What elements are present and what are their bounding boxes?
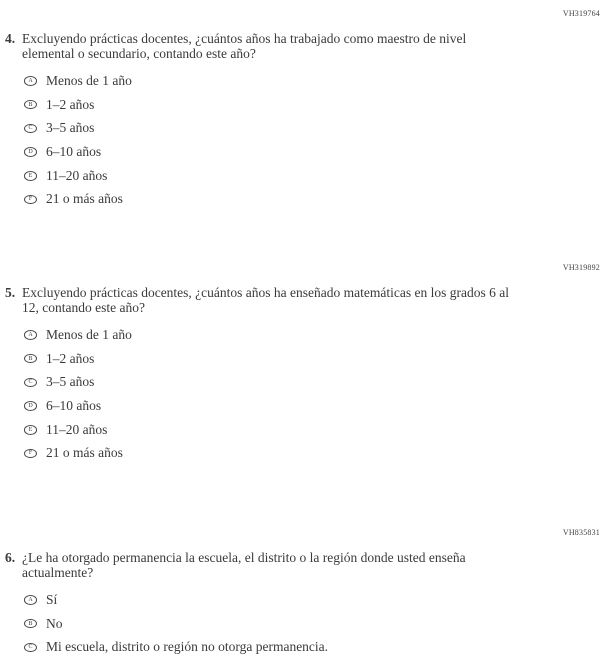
question-number: 4.	[5, 31, 16, 46]
bubble-letter: F	[28, 450, 33, 457]
item-code: VH835831	[562, 528, 600, 537]
question-block	[0, 263, 604, 465]
answer-option[interactable]	[0, 140, 604, 164]
bubble-letter: C	[28, 379, 33, 386]
answer-options	[0, 323, 604, 465]
answer-bubble-icon[interactable]	[24, 619, 37, 629]
answer-bubble-icon[interactable]	[24, 595, 37, 605]
answer-option-label: 6–10 años	[46, 144, 102, 160]
answer-option-label: 1–2 años	[46, 350, 95, 366]
bubble-letter: C	[28, 125, 33, 132]
bubble-letter: A	[28, 77, 33, 84]
answer-option-label: 21 o más años	[46, 191, 123, 207]
answer-option-label: 21 o más años	[46, 445, 123, 461]
answer-option-label: 11–20 años	[46, 167, 108, 183]
answer-option[interactable]	[0, 612, 604, 636]
answer-options	[0, 588, 604, 659]
answer-option-label: 3–5 años	[46, 120, 95, 136]
bubble-letter: B	[28, 355, 33, 362]
answer-option[interactable]	[0, 117, 604, 141]
answer-option-label: 6–10 años	[46, 398, 102, 414]
bubble-letter: A	[28, 331, 33, 338]
bubble-letter: D	[28, 148, 33, 155]
bubble-letter: F	[28, 196, 33, 203]
answer-option[interactable]	[0, 394, 604, 418]
item-code: VH319764	[562, 9, 600, 18]
bubble-letter: A	[28, 596, 33, 603]
answer-option[interactable]	[0, 418, 604, 442]
answer-option[interactable]	[0, 188, 604, 212]
answer-bubble-icon[interactable]	[24, 401, 37, 411]
answer-option-label: Menos de 1 año	[46, 327, 132, 343]
answer-option-label: 11–20 años	[46, 421, 108, 437]
bubble-letter: C	[28, 644, 33, 651]
question-number: 6.	[5, 550, 16, 565]
answer-bubble-icon[interactable]	[24, 124, 37, 134]
answer-option-label: Sí	[46, 592, 58, 608]
question-block	[0, 9, 604, 211]
answer-option[interactable]	[0, 588, 604, 612]
answer-bubble-icon[interactable]	[24, 76, 37, 86]
answer-option-label: Mi escuela, distrito o región no otorga permanencia.	[46, 639, 329, 655]
answer-bubble-icon[interactable]	[24, 100, 37, 110]
answer-option[interactable]	[0, 371, 604, 395]
answer-bubble-icon[interactable]	[24, 195, 37, 205]
item-code: VH319892	[562, 263, 600, 272]
answer-bubble-icon[interactable]	[24, 449, 37, 459]
answer-bubble-icon[interactable]	[24, 425, 37, 435]
answer-option[interactable]	[0, 636, 604, 660]
answer-options	[0, 69, 604, 211]
question-text: Excluyendo prácticas docentes, ¿cuántos años ha trabajado como maestro de nivel elemental o secundario, contando este año?	[22, 31, 467, 61]
answer-option[interactable]	[0, 323, 604, 347]
answer-option[interactable]	[0, 347, 604, 371]
answer-bubble-icon[interactable]	[24, 171, 37, 181]
answer-option[interactable]	[0, 93, 604, 117]
answer-bubble-icon[interactable]	[24, 147, 37, 157]
answer-option-label: 3–5 años	[46, 374, 95, 390]
answer-bubble-icon[interactable]	[24, 378, 37, 388]
answer-bubble-icon[interactable]	[24, 643, 37, 653]
question-text: Excluyendo prácticas docentes, ¿cuántos años ha enseñado matemáticas en los grados 6 al 12, contando este año?	[22, 285, 509, 315]
answer-option[interactable]	[0, 164, 604, 188]
question-number: 5.	[5, 285, 16, 300]
bubble-letter: E	[28, 172, 33, 179]
answer-option[interactable]	[0, 69, 604, 93]
answer-option-label: 1–2 años	[46, 96, 95, 112]
bubble-letter: B	[28, 620, 33, 627]
answer-bubble-icon[interactable]	[24, 354, 37, 364]
bubble-letter: E	[28, 426, 33, 433]
answer-option-label: No	[46, 615, 63, 631]
answer-option[interactable]	[0, 442, 604, 466]
bubble-letter: D	[28, 402, 33, 409]
question-block	[0, 528, 604, 659]
answer-bubble-icon[interactable]	[24, 330, 37, 340]
bubble-letter: B	[28, 101, 33, 108]
answer-option-label: Menos de 1 año	[46, 73, 132, 89]
question-text: ¿Le ha otorgado permanencia la escuela, el distrito o la región donde usted enseña actualmente?	[22, 550, 466, 580]
